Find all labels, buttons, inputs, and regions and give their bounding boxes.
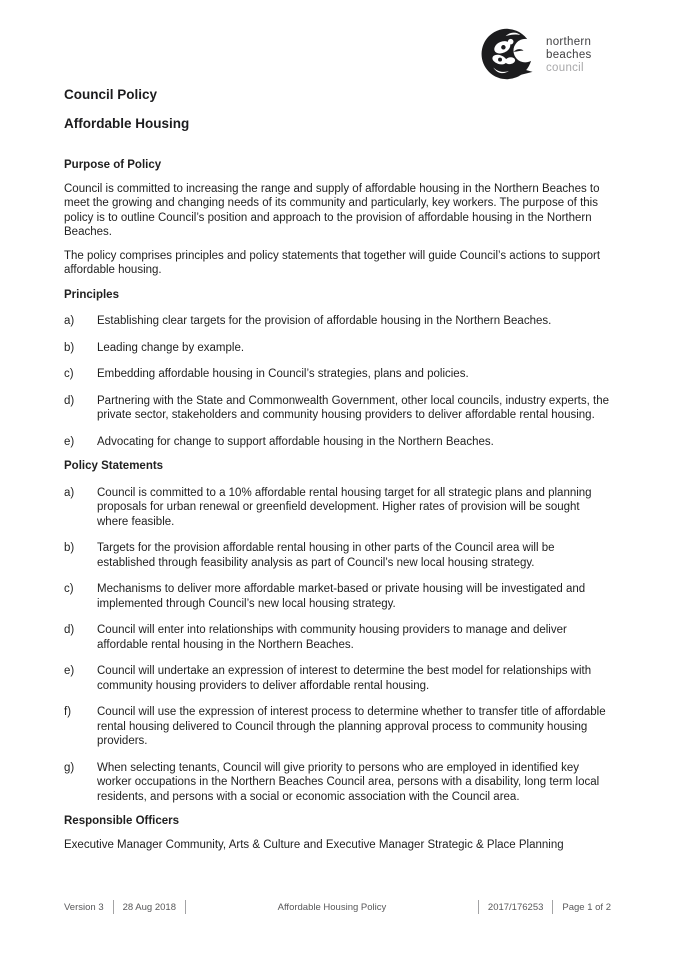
item-letter: b): [64, 542, 75, 554]
item-letter: b): [64, 341, 75, 354]
item-text: Embedding affordable housing in Council’s strategies, plans and policies.: [97, 368, 469, 380]
item-text: Council is committed to a 10% affordable rental housing target for all strategic plans and planning proposals for urban renewal or greenfield development. Higher rates of provision will be sought where feasible.: [97, 486, 592, 528]
logo-line-northern: northern: [546, 35, 592, 48]
principles-item-e: [64, 435, 611, 450]
principles-item-b: [64, 341, 611, 356]
footer-separator: [113, 900, 114, 914]
footer-separator: [552, 900, 553, 914]
footer-page-number: Page 1 of 2: [562, 901, 611, 913]
item-text: When selecting tenants, Council will give priority to persons who are employed in identified key worker occupations in the Northern Beaches Council area, persons with a disability, long term local residents, and persons with a social or economic association with the Council area.: [97, 761, 600, 803]
footer-date: 28 Aug 2018: [122, 901, 176, 913]
policy-statement-c: [64, 582, 611, 611]
purpose-paragraph-2: The policy comprises principles and policy statements that together will guide Council’s actions to support affordable housing.: [64, 249, 601, 276]
item-letter: a): [64, 315, 75, 327]
principles-item-d: [64, 394, 611, 423]
footer-separator: [185, 900, 186, 914]
policy-statement-g: [64, 761, 611, 805]
footer-separator: [478, 900, 479, 914]
policy-statement-a: [64, 486, 611, 530]
policy-statement-f: [64, 705, 611, 749]
footer-document-number: 2017/176253: [487, 901, 544, 913]
item-text: Leading change by example.: [97, 341, 245, 354]
purpose-paragraph-1: Council is committed to increasing the range and supply of affordable housing in the Northern Beaches to meet the growing and changing needs of its community and particularly, key workers. The purpose of this policy is to outline Council’s position and approach to the provision of affordable housing in the Northern Beaches.: [64, 182, 600, 238]
item-text: Council will enter into relationships with community housing providers to manage and deliver affordable rental housing in the Northern Beaches.: [97, 624, 567, 651]
item-letter: e): [64, 665, 75, 677]
policy-statements-heading: Policy Statements: [64, 460, 164, 472]
policy-statement-e: [64, 664, 611, 693]
document-title: Council Policy: [64, 87, 158, 102]
item-letter: d): [64, 394, 75, 407]
item-letter: e): [64, 435, 75, 448]
item-text: Targets for the provision affordable rental housing in other parts of the Council area will be established through feasibility analysis as part of Council’s new local housing strategy.: [97, 542, 555, 569]
document-subtitle: Affordable Housing: [64, 116, 190, 131]
item-text: Advocating for change to support affordable housing in the Northern Beaches.: [97, 435, 494, 448]
footer-version: Version 3: [64, 901, 104, 913]
item-text: Partnering with the State and Commonwealth Government, other local councils, industry experts, the private sector, stakeholders and community housing providers to deliver affordable rental housing.: [97, 394, 610, 421]
item-letter: d): [64, 624, 75, 636]
page-footer: [64, 900, 611, 914]
logo-line-beaches: beaches: [546, 48, 592, 61]
item-text: Council will undertake an expression of interest to determine the best model for relationships with community housing providers to deliver affordable rental housing.: [97, 665, 592, 692]
policy-statement-b: [64, 541, 611, 570]
item-letter: c): [64, 583, 74, 595]
purpose-heading: Purpose of Policy: [64, 159, 162, 171]
item-letter: a): [64, 486, 75, 499]
item-letter: f): [64, 706, 72, 718]
item-letter: g): [64, 761, 75, 774]
responsible-officers-text: Executive Manager Community, Arts & Culture and Executive Manager Strategic & Place Planning: [64, 838, 564, 851]
item-letter: c): [64, 368, 74, 380]
item-text: Establishing clear targets for the provision of affordable housing in the Northern Beaches.: [97, 315, 552, 327]
responsible-officers-heading: Responsible Officers: [64, 815, 180, 827]
policy-statement-d: [64, 623, 611, 652]
document-body: [64, 0, 611, 852]
principles-heading: Principles: [64, 288, 119, 301]
logo-line-council: council: [546, 61, 584, 74]
principles-item-a: [64, 314, 611, 329]
item-text: Council will use the expression of interest process to determine whether to transfer title of affordable rental housing delivered to Council through the planning approval process to community housing providers.: [97, 706, 606, 747]
item-text: Mechanisms to deliver more affordable market-based or private housing will be investigated and implemented through Council’s new local housing strategy.: [97, 583, 586, 610]
principles-item-c: [64, 367, 611, 382]
footer-document-title: Affordable Housing Policy: [277, 901, 387, 913]
